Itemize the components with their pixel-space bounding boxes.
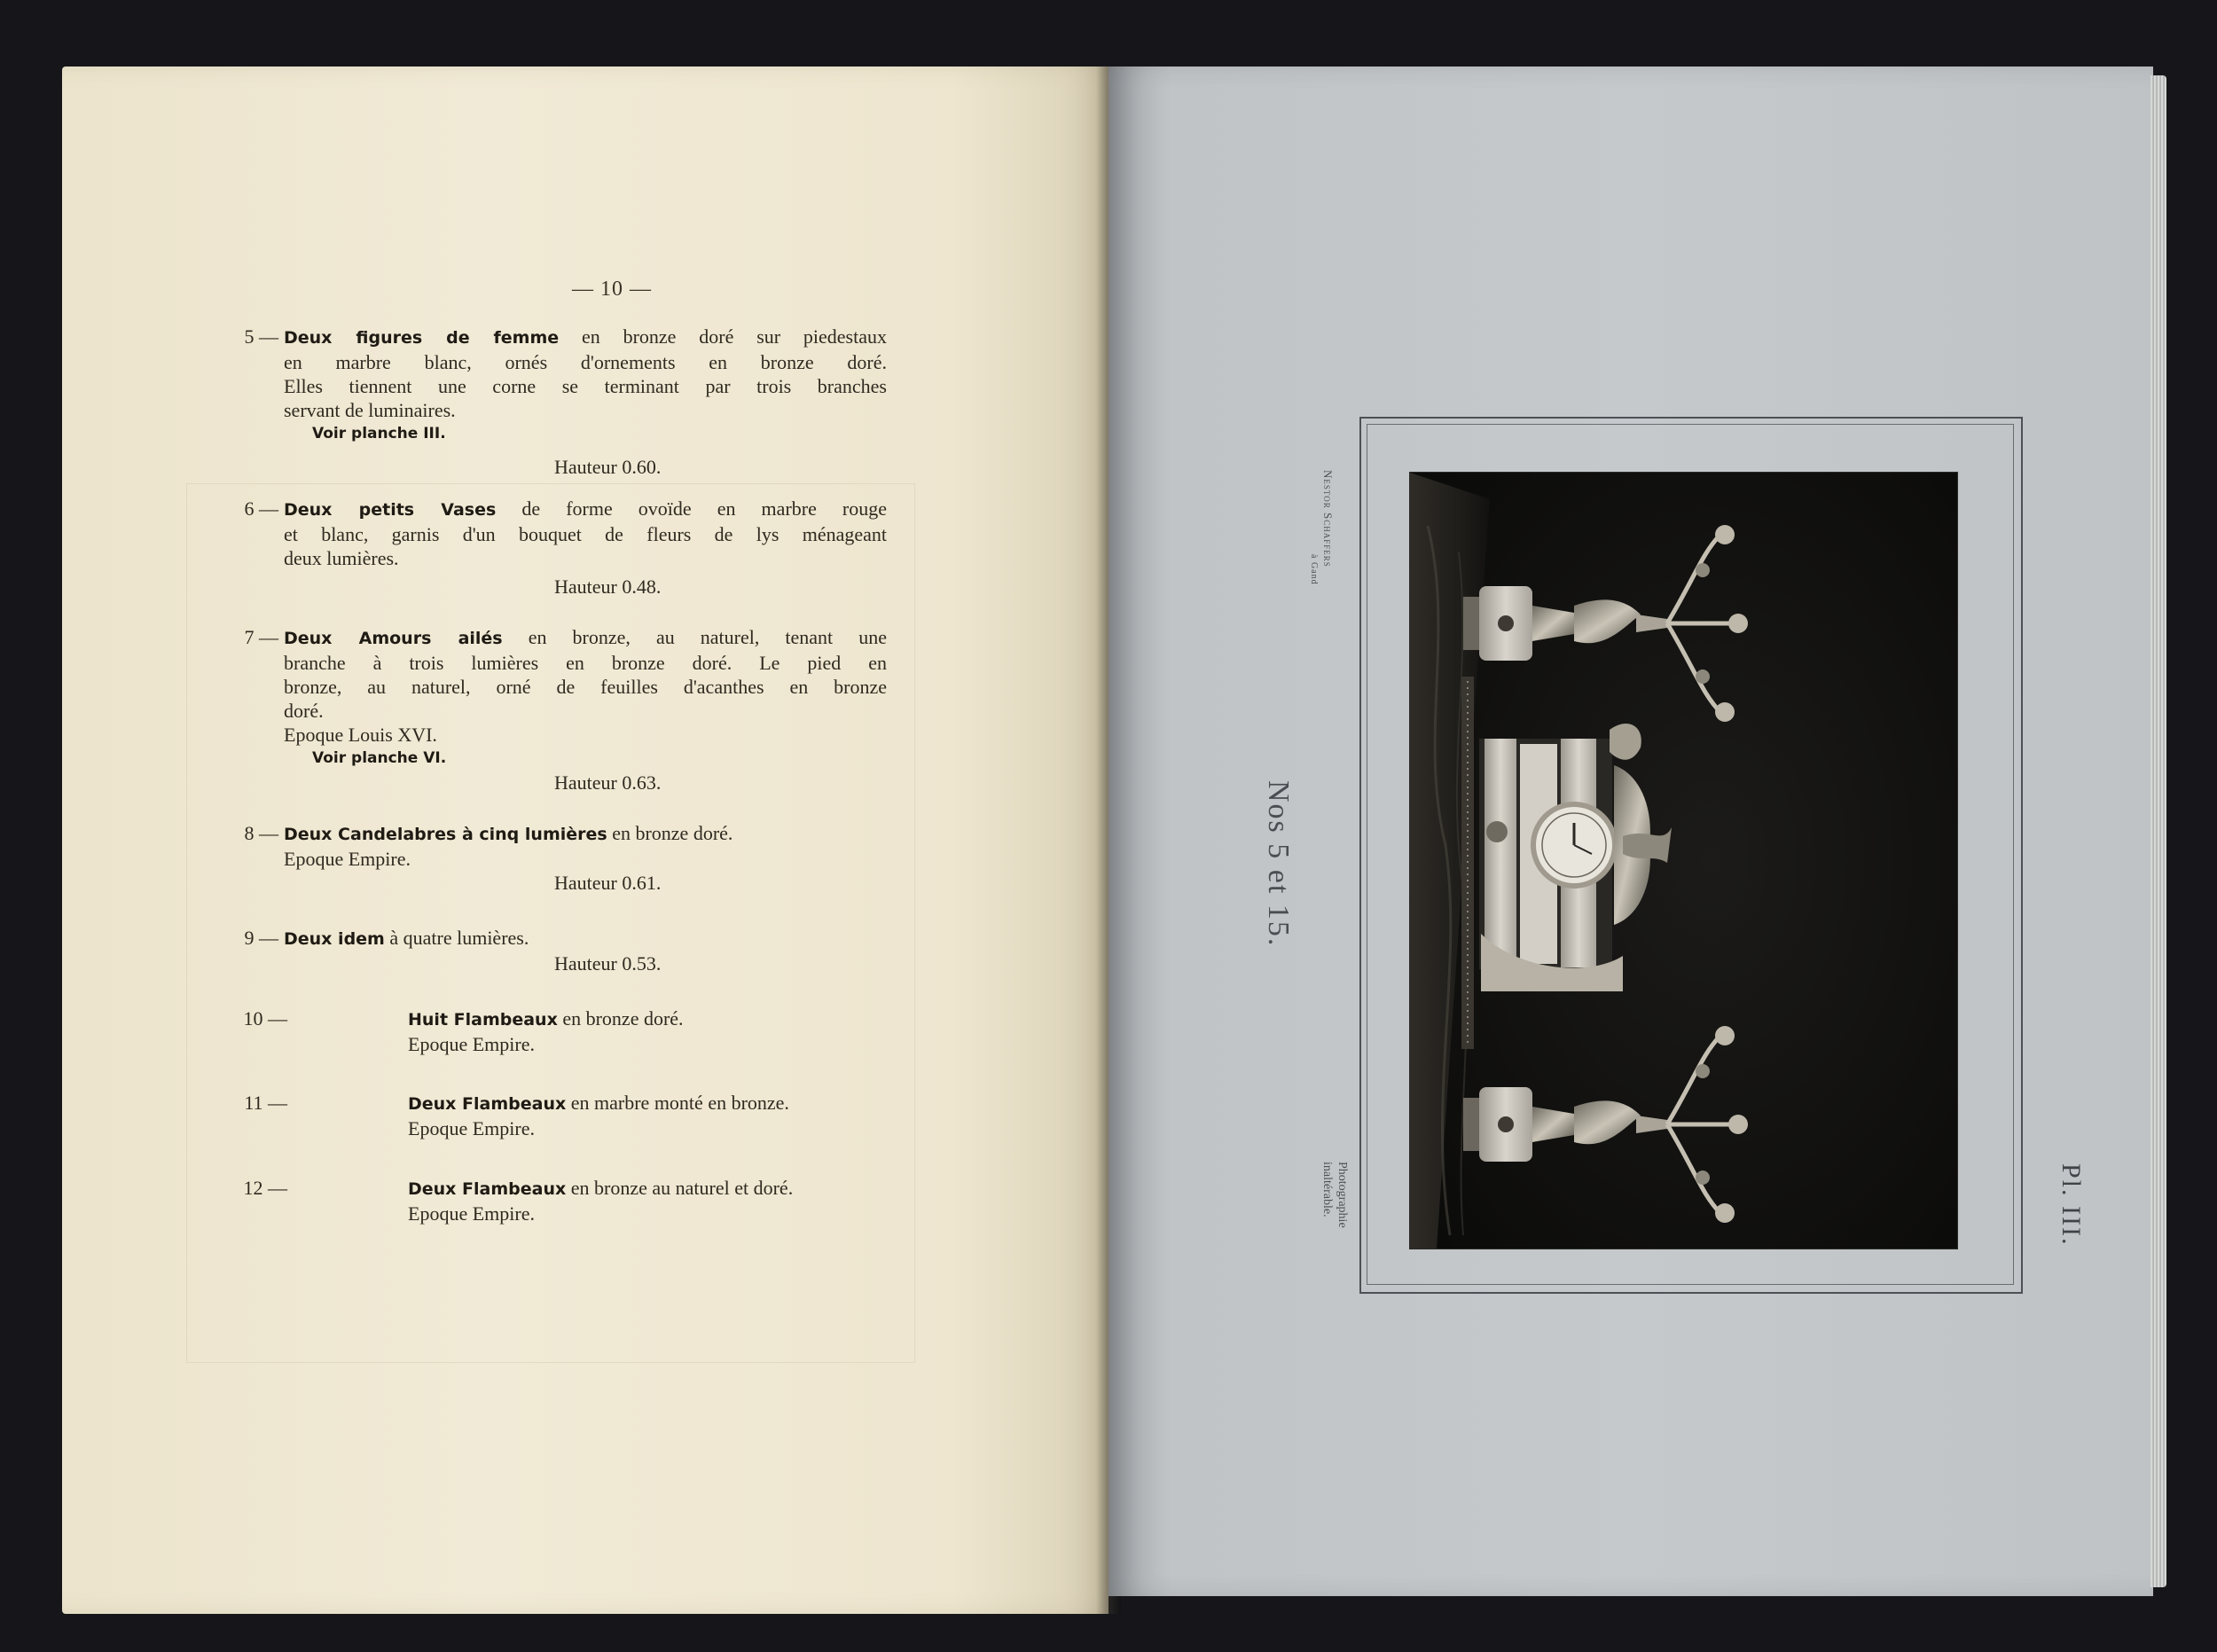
entry-height: Hauteur 0.60. — [554, 456, 662, 478]
page-number: — 10 — — [572, 278, 652, 301]
entry-height: Hauteur 0.63. — [554, 771, 662, 794]
entry-title: Huit Flambeaux — [408, 1010, 558, 1030]
entry-title: Deux Candelabres à cinq lumières — [284, 825, 607, 844]
entry-epoch: Epoque Empire. — [284, 848, 411, 870]
catalogue-entry-10: 10 — Huit Flambeaux en bronze doré. Epoque Empire. — [293, 1006, 896, 1056]
entry-number: 10 — — [243, 1007, 287, 1030]
plate-reference: Voir planche VI. — [312, 749, 447, 767]
catalogue-entry-7: 7 — Deux Amours ailés en bronze, au naturel, tenant une branche à trois lumières en bronze doré. Le pied en bronze, au naturel, orné de feuilles d'acanthes en bronze doré. Epoque Louis XVI. Voir planche VI. Hauteur 0.63. — [284, 625, 887, 795]
entry-height: Hauteur 0.53. — [554, 952, 662, 975]
entry-epoch: Epoque Empire. — [408, 1202, 535, 1225]
entry-height: Hauteur 0.48. — [554, 575, 662, 598]
photo-process: Photographie inaltérable. — [1320, 1162, 1349, 1228]
entry-title: Deux Flambeaux — [408, 1179, 567, 1199]
page-edges — [2150, 75, 2166, 1587]
plate-label: Pl. III. — [2056, 1163, 2086, 1247]
catalogue-entry-12: 12 — Deux Flambeaux en bronze au naturel et doré. Epoque Empire. — [293, 1176, 896, 1225]
entry-epoch: Epoque Empire. — [408, 1117, 535, 1139]
entry-title: Deux Amours ailés — [284, 629, 503, 648]
entry-number: 6 — — [244, 497, 278, 520]
entry-number: 11 — — [244, 1092, 287, 1114]
entry-title: Deux idem — [284, 929, 385, 949]
entry-epoch: Epoque Empire. — [408, 1033, 535, 1055]
catalogue-entry-9: 9 — Deux idem à quatre lumières. Hauteur 0.53. — [284, 926, 887, 975]
entry-height: Hauteur 0.61. — [554, 872, 662, 894]
catalogue-entry-8: 8 — Deux Candelabres à cinq lumières en bronze doré. Epoque Empire. Hauteur 0.61. — [284, 821, 887, 895]
catalogue-entry-11: 11 — Deux Flambeaux en marbre monté en bronze. Epoque Empire. — [293, 1091, 896, 1140]
photographer-credit: Nestor Schaffers à Gand — [1309, 470, 1335, 585]
plate-photograph — [1410, 473, 1957, 1249]
plate-reference: Voir planche III. — [312, 425, 446, 442]
entry-title: Deux petits Vases — [284, 500, 497, 520]
entry-number: 12 — — [243, 1177, 287, 1199]
catalogue-entry-6: 6 — Deux petits Vases de forme ovoïde en marbre rouge et blanc, garnis d'un bouquet de fleurs de lys ménageant deux lumières. Hauteur 0.48. — [284, 497, 887, 599]
entry-title: Deux figures de femme — [284, 328, 560, 348]
entry-number: 5 — — [244, 325, 278, 348]
entry-number: 7 — — [244, 626, 278, 648]
text-block-border — [186, 483, 915, 1363]
entry-title: Deux Flambeaux — [408, 1094, 567, 1114]
clock-garniture-image — [1410, 473, 1957, 1249]
entry-number: 9 — — [244, 927, 278, 949]
catalogue-numbers: Nos 5 et 15. — [1262, 780, 1295, 948]
entry-number: 8 — — [244, 822, 278, 844]
catalogue-entry-5: 5 — Deux figures de femme en bronze doré sur piedestaux en marbre blanc, ornés d'ornements en bronze doré. Elles tiennent une corne se terminant par trois branches servant de luminaires. Voir planche III. Hauteur 0.60. — [284, 325, 887, 479]
entry-epoch: Epoque Louis XVI. — [284, 724, 437, 746]
